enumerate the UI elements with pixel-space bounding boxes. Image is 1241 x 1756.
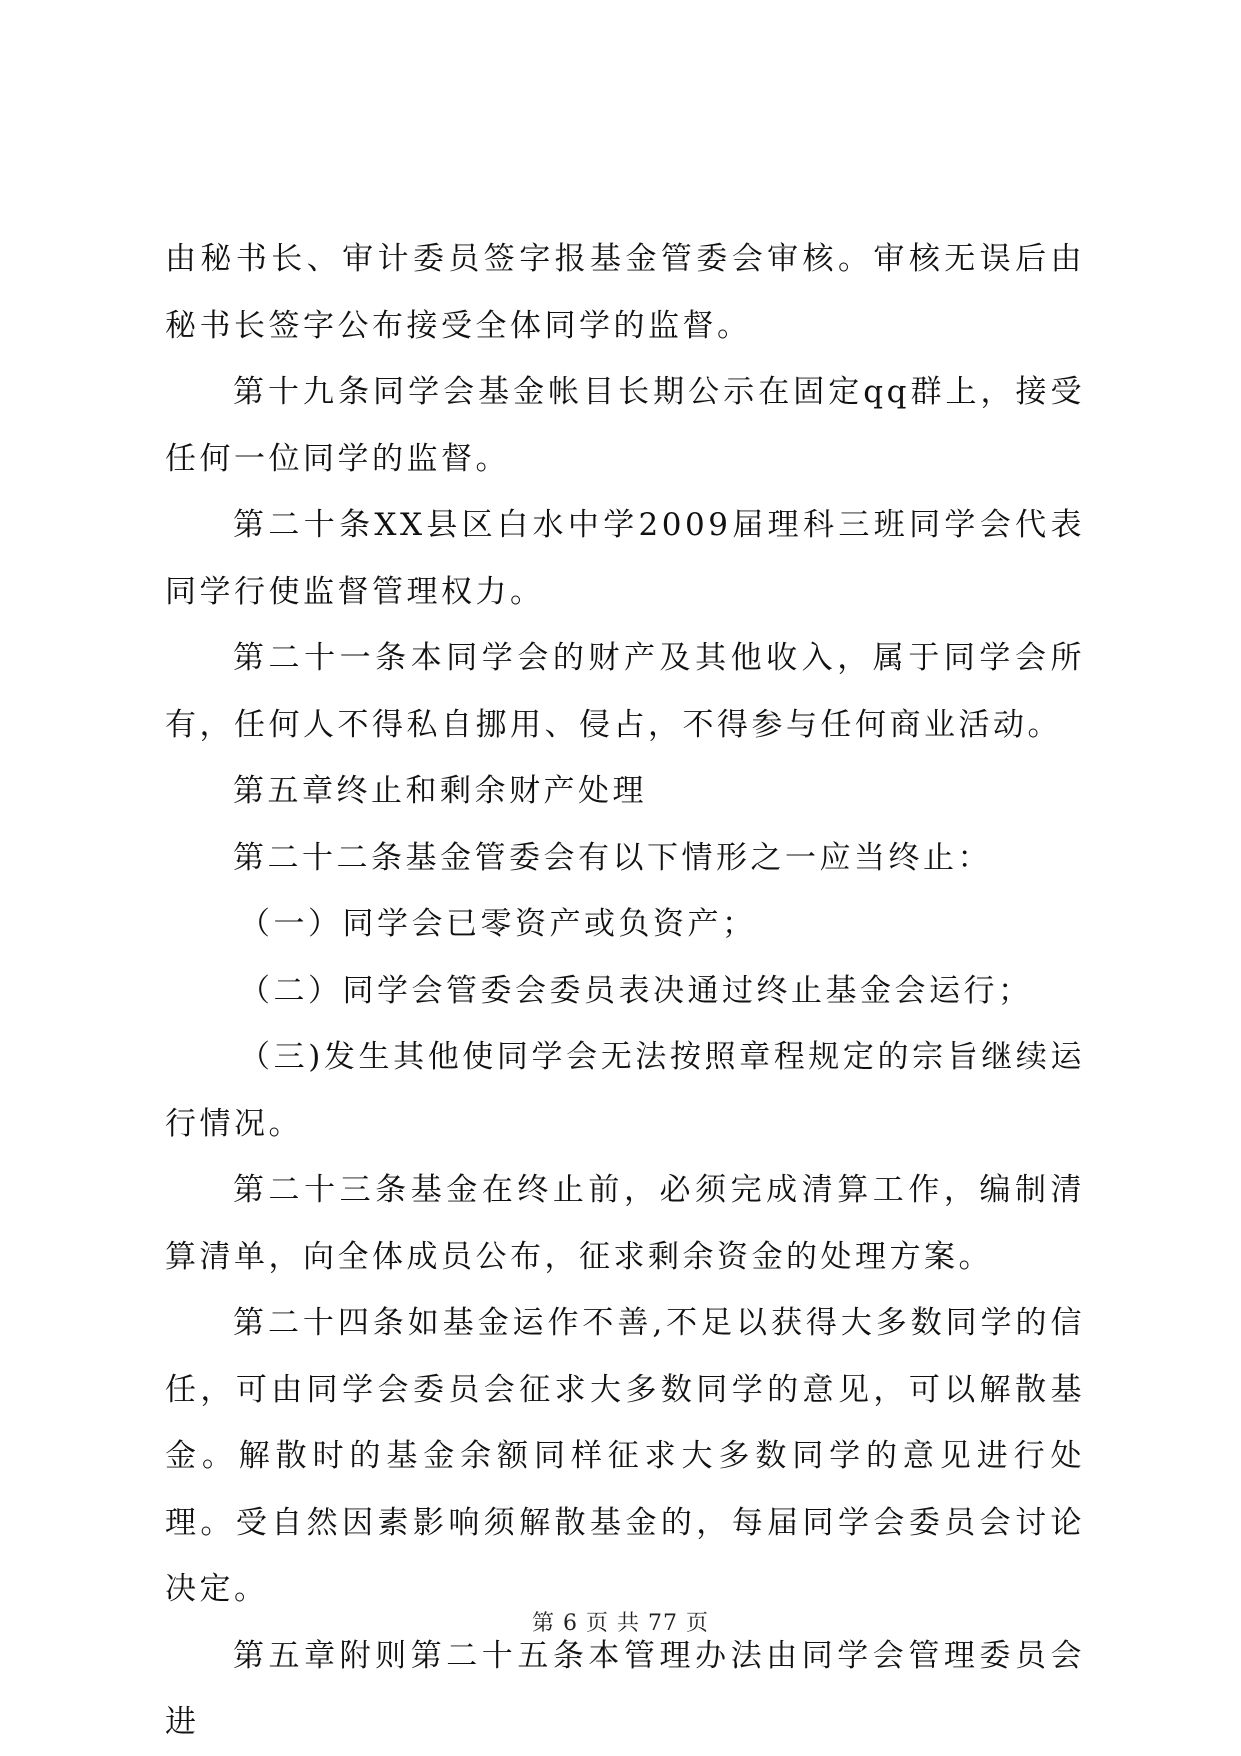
document-body [165, 226, 1085, 1756]
list-item-1: （一）同学会已零资产或负资产； [239, 906, 757, 942]
list-item-2: （二）同学会管委会委员表决通过终止基金会运行； [239, 972, 1033, 1009]
paragraph-article-23: 第二十三条基金在终止前，必须完成清算工作，编制清算清单，向全体成员公布，征求剩余资金的处理方案。 [165, 1172, 1085, 1275]
list-item-3: （三)发生其他使同学会无法按照章程规定的宗旨继续运行情况。 [165, 1039, 1085, 1142]
paragraph-article-19: 第十九条同学会基金帐目长期公示在固定qq群上，接受任何一位同学的监督。 [165, 374, 1085, 477]
paragraph-continuation: 由秘书长、审计委员签字报基金管委会审核。审核无误后由秘书长签字公布接受全体同学的监督。 [165, 241, 1085, 344]
paragraph-article-24: 第二十四条如基金运作不善,不足以获得大多数同学的信任，可由同学会委员会征求大多数同学的意见，可以解散基金。解散时的基金余额同样征求大多数同学的意见进行处理。受自然因素影响须解散基金的，每届同学会委员会讨论决定。 [165, 1305, 1085, 1607]
chapter-heading: 第五章终止和剩余财产处理 [233, 773, 647, 809]
paragraph-supplementary: 第五章附则第二十五条本管理办法由同学会管理委员会进 [165, 1637, 1085, 1740]
paragraph-article-22: 第二十二条基金管委会有以下情形之一应当终止： [233, 839, 992, 876]
paragraph-article-20: 第二十条XX县区白水中学2009届理科三班同学会代表同学行使监督管理权力。 [165, 507, 1085, 610]
paragraph-article-21: 第二十一条本同学会的财产及其他收入，属于同学会所有，任何人不得私自挪用、侵占，不得参与任何商业活动。 [165, 640, 1085, 743]
page-number-footer: 第 6 页 共 77 页 [532, 1611, 709, 1636]
